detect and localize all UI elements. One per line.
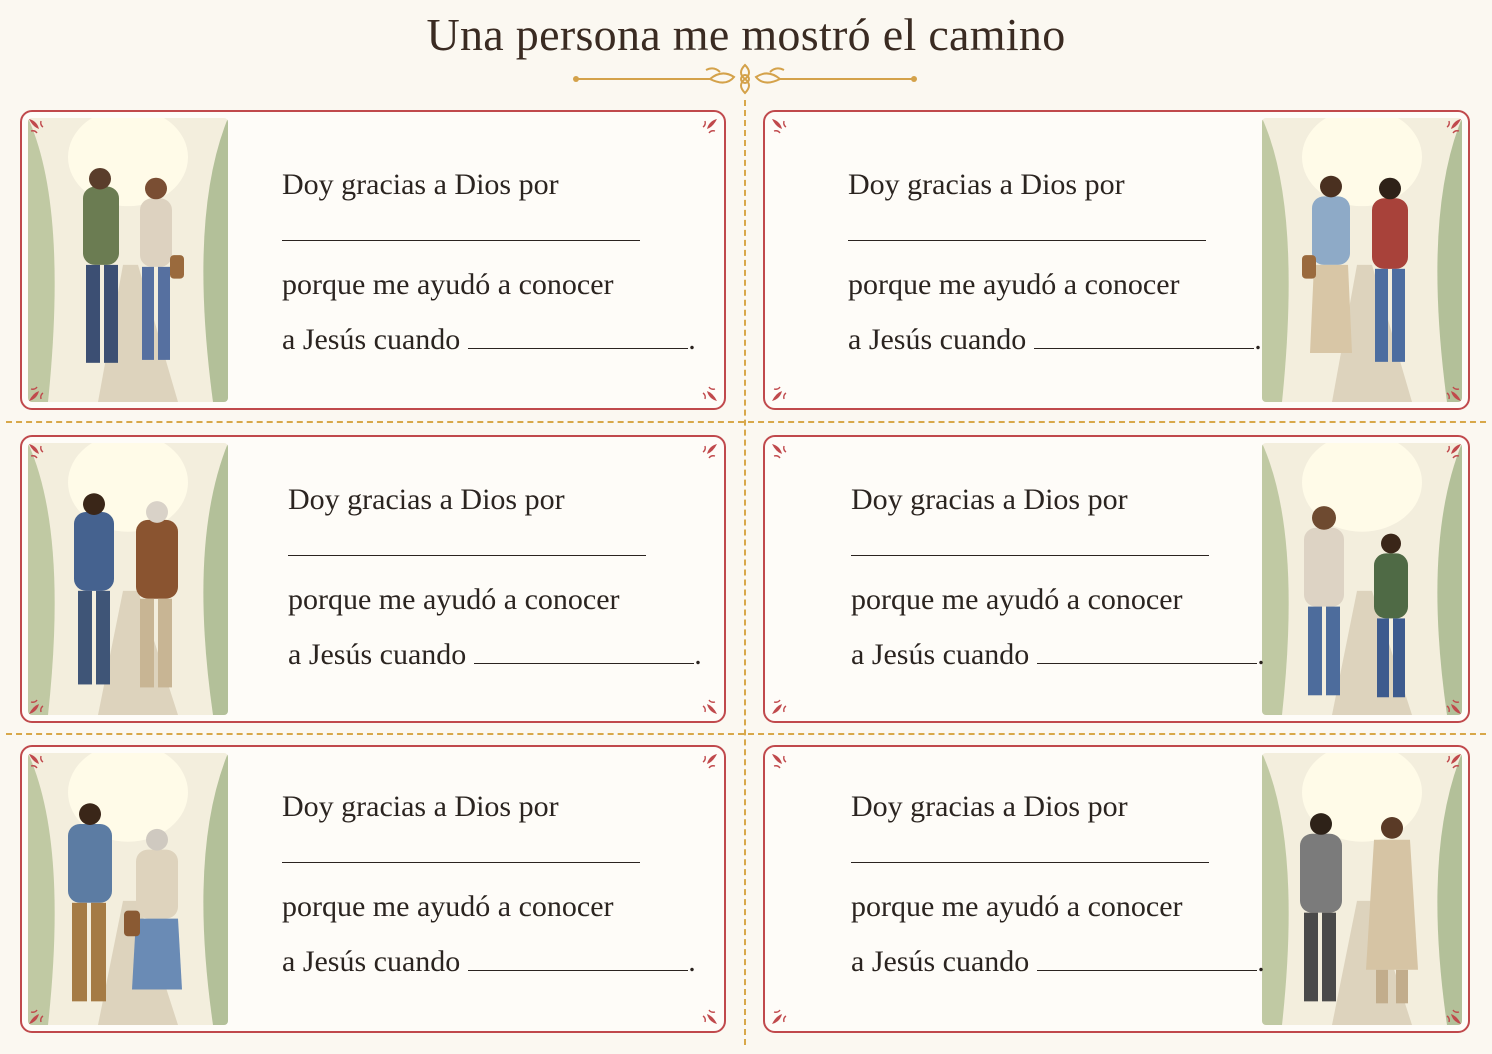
card-line-3: a Jesús cuando: [851, 638, 1030, 671]
corner-flourish-icon: [1443, 752, 1463, 772]
card-line-2: porque me ayudó a conocer: [848, 268, 1180, 301]
vertical-cut-line: [744, 100, 746, 1045]
card-line-3: a Jesús cuando: [282, 323, 461, 356]
card-line-1: Doy gracias a Dios por: [848, 168, 1125, 201]
gratitude-card: [763, 745, 1470, 1033]
reason-blank[interactable]: [1037, 944, 1257, 971]
corner-flourish-icon: [27, 752, 47, 772]
corner-flourish-icon: [1443, 442, 1463, 462]
horizontal-cut-line: [6, 421, 1486, 423]
gratitude-card: [20, 435, 726, 723]
corner-flourish-icon: [770, 442, 790, 462]
corner-flourish-icon: [699, 752, 719, 772]
card-line-2: porque me ayudó a conocer: [282, 890, 614, 923]
corner-flourish-icon: [1443, 117, 1463, 137]
reason-blank[interactable]: [1034, 322, 1254, 349]
card-line-3: a Jesús cuando: [282, 945, 461, 978]
reason-blank[interactable]: [468, 944, 688, 971]
corner-flourish-icon: [27, 696, 47, 716]
name-blank[interactable]: [282, 240, 640, 241]
card-line-1: Doy gracias a Dios por: [282, 168, 559, 201]
end-mark: .: [1257, 945, 1265, 978]
card-line-2: porque me ayudó a conocer: [851, 583, 1183, 616]
man-and-grandmother-walking-illustration: [28, 753, 228, 1025]
gratitude-card: [20, 110, 726, 410]
card-line-3: a Jesús cuando: [851, 945, 1030, 978]
corner-flourish-icon: [1443, 383, 1463, 403]
gratitude-card: [763, 110, 1470, 410]
corner-flourish-icon: [770, 752, 790, 772]
horizontal-cut-line: [6, 733, 1486, 735]
name-blank[interactable]: [282, 862, 640, 863]
card-line-1: Doy gracias a Dios por: [851, 483, 1128, 516]
two-women-walking-illustration: [1262, 118, 1462, 402]
end-mark: .: [688, 323, 696, 356]
corner-flourish-icon: [27, 442, 47, 462]
end-mark: .: [1257, 638, 1265, 671]
man-and-woman-walking-illustration: [28, 118, 228, 402]
name-blank[interactable]: [851, 555, 1209, 556]
gratitude-card: [20, 745, 726, 1033]
corner-flourish-icon: [27, 1006, 47, 1026]
card-line-3: a Jesús cuando: [848, 323, 1027, 356]
card-line-1: Doy gracias a Dios por: [282, 790, 559, 823]
man-and-woman-in-coat-walking-illustration: [1262, 753, 1462, 1025]
card-line-2: porque me ayudó a conocer: [282, 268, 614, 301]
end-mark: .: [688, 945, 696, 978]
title-ornament-icon: [570, 62, 920, 96]
young-man-and-older-man-walking-illustration: [28, 443, 228, 715]
name-blank[interactable]: [851, 862, 1209, 863]
page-title: Una persona me mostró el camino: [426, 9, 1066, 60]
corner-flourish-icon: [770, 383, 790, 403]
name-blank[interactable]: [288, 555, 646, 556]
card-line-2: porque me ayudó a conocer: [288, 583, 620, 616]
corner-flourish-icon: [699, 117, 719, 137]
corner-flourish-icon: [699, 696, 719, 716]
card-line-1: Doy gracias a Dios por: [851, 790, 1128, 823]
woman-and-boy-walking-illustration: [1262, 443, 1462, 715]
corner-flourish-icon: [770, 1006, 790, 1026]
end-mark: .: [694, 638, 702, 671]
corner-flourish-icon: [1443, 696, 1463, 716]
reason-blank[interactable]: [474, 637, 694, 664]
reason-blank[interactable]: [1037, 637, 1257, 664]
corner-flourish-icon: [27, 383, 47, 403]
reason-blank[interactable]: [468, 322, 688, 349]
card-line-1: Doy gracias a Dios por: [288, 483, 565, 516]
end-mark: .: [1254, 323, 1262, 356]
gratitude-card: [763, 435, 1470, 723]
corner-flourish-icon: [699, 383, 719, 403]
card-line-3: a Jesús cuando: [288, 638, 467, 671]
corner-flourish-icon: [699, 1006, 719, 1026]
corner-flourish-icon: [770, 117, 790, 137]
corner-flourish-icon: [699, 442, 719, 462]
name-blank[interactable]: [848, 240, 1206, 241]
corner-flourish-icon: [770, 696, 790, 716]
corner-flourish-icon: [27, 117, 47, 137]
corner-flourish-icon: [1443, 1006, 1463, 1026]
card-line-2: porque me ayudó a conocer: [851, 890, 1183, 923]
